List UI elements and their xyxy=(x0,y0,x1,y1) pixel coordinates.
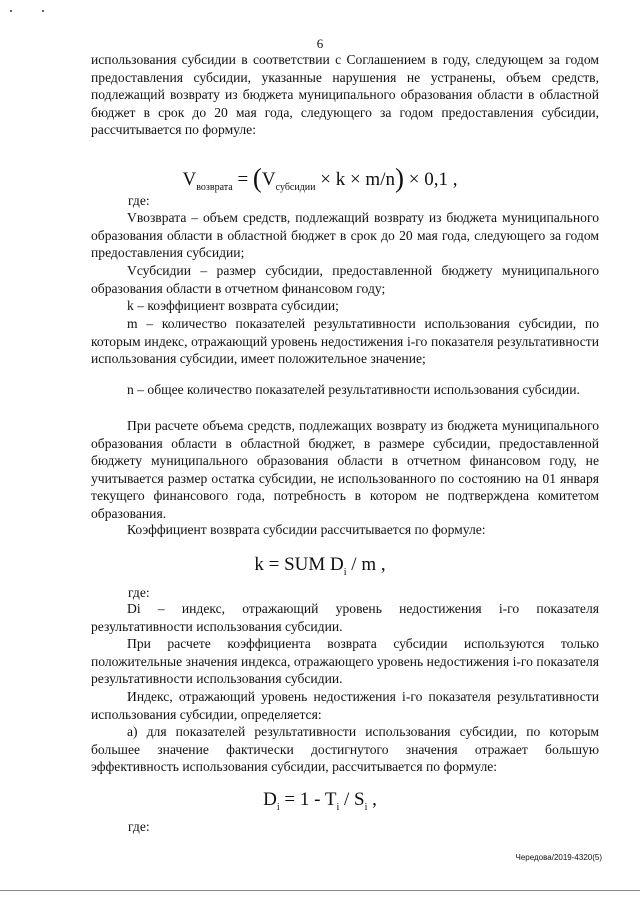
definition-v-subsidii: Vсубсидии – размер субсидии, предоставленной бюджету муниципального образования области в отчетном финансовом году; xyxy=(91,263,599,296)
where-label: где: xyxy=(128,585,150,600)
definition-k: k – коэффициент возврата субсидии; xyxy=(127,298,339,313)
formula-return-volume: $V_{возврата} = (V_{субсидии} \times k \times m/n) \times 0,1$ , xyxy=(182,163,458,193)
definition-n: n – общее количество показателей результативности использования субсидии. xyxy=(127,382,580,397)
paragraph-coefficient-intro: Коэффициент возврата субсидии рассчитывается по формуле: xyxy=(127,522,486,537)
scan-mark xyxy=(42,10,44,12)
footer-code: Чередова/2019-4320(5) xyxy=(515,853,602,862)
definition-m: m – количество показателей результативности использования субсидии, по которым индекс, отражающий уровень недостижения i-го показателя результативности использования субсидии, имеет положительное значение; xyxy=(91,316,599,367)
bottom-divider xyxy=(0,890,640,891)
definition-di: Di – индекс, отражающий уровень недостижения i-го показателя результативности использования субсидии. xyxy=(91,601,599,634)
paragraph-positive-values: При расчете коэффициента возврата субсидии используются только положительные значения индекса, отражающего уровень недостижения i-го показателя результативности использования субсидии. xyxy=(91,636,599,687)
page-number: 6 xyxy=(316,36,324,51)
formula-index: $D_i = 1 - T_i / S_i$ , xyxy=(263,789,377,813)
paragraph-calculation-note: При расчете объема средств, подлежащих возврату из бюджета муниципального образования области в областной бюджет, в размере субсидии, предоставленной бюджету муниципального образования области в отчетном финансовом году, не учитывается размер остатка субсидии, не использованного по состоянию на 01 января текущего финансового года, потребность в котором не подтверждена комитетом образования. xyxy=(91,418,599,521)
scan-mark xyxy=(10,10,12,12)
where-label: где: xyxy=(128,193,150,208)
where-label: где: xyxy=(128,819,150,834)
paragraph-option-a: а) для показателей результативности использования субсидии, по которым большее значение фактически достигнутого значения отражает большую эффективность использования субсидии, рассчитывается по формуле: xyxy=(91,724,599,775)
paragraph-index-definition: Индекс, отражающий уровень недостижения i-го показателя результативности использования субсидии, определяется: xyxy=(91,689,599,722)
paragraph-intro: использования субсидии в соответствии с Соглашением в году, следующем за годом предоставления субсидии, указанные нарушения не устранены, объем средств, подлежащий возврату из бюджета муниципального образования области в областной бюджет в срок до 20 мая года, следующего за годом предоставления субсидии, рассчитывается по формуле: xyxy=(91,52,599,138)
formula-coefficient: k = SUM $D_i$ / m , xyxy=(254,554,386,578)
definition-v-vozvrata: Vвозврата – объем средств, подлежащий возврату из бюджета муниципального образования области в областной бюджет в срок до 20 мая года, следующего за годом предоставления субсидии; xyxy=(91,210,599,261)
